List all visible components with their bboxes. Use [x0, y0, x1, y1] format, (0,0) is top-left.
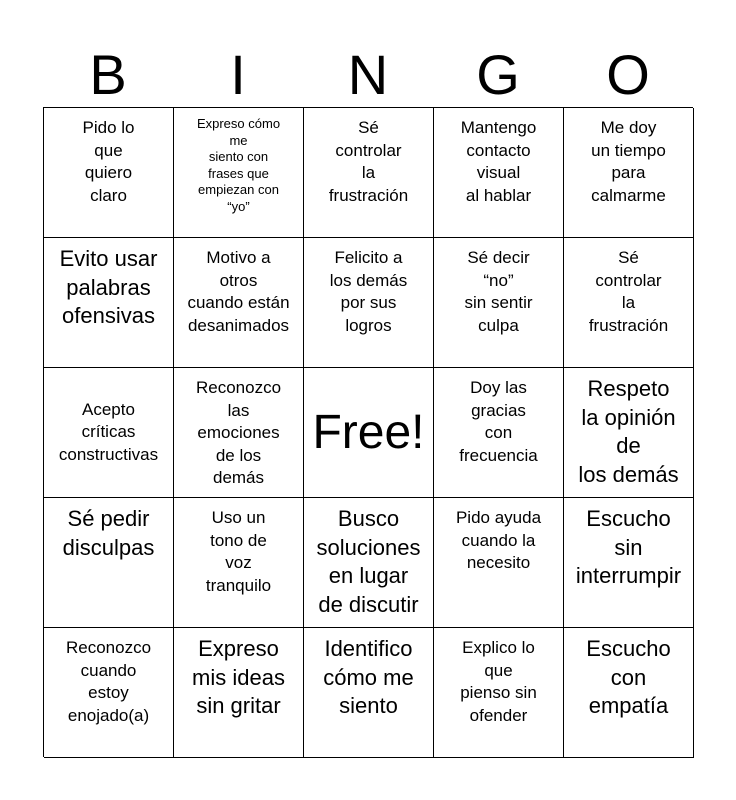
header-letter-i: I: [230, 43, 246, 106]
bingo-cell-r2c2[interactable]: [174, 238, 304, 368]
bingo-cell-r1c4[interactable]: [434, 108, 564, 238]
bingo-cell-text: Mantengo contacto visual al hablar: [460, 118, 537, 205]
bingo-cell-r2c4[interactable]: [434, 238, 564, 368]
header-letter-b: B: [89, 43, 127, 106]
bingo-cell-r5c3[interactable]: [304, 628, 434, 758]
bingo-cell-r2c1[interactable]: [44, 238, 174, 368]
bingo-cell-text: Sé decir “no” sin sentir culpa: [464, 248, 533, 335]
bingo-cell-r3c2[interactable]: [174, 368, 304, 498]
bingo-cell-text: Reconozco las emociones de los demás: [195, 378, 282, 487]
bingo-cell-text: Uso un tono de voz tranquilo: [205, 508, 272, 595]
bingo-cell-r3c1[interactable]: [44, 368, 174, 498]
bingo-cell-text: Escucho sin interrumpir: [575, 506, 682, 588]
bingo-cell-r3c5[interactable]: [564, 368, 694, 498]
bingo-cell-r4c1[interactable]: [44, 498, 174, 628]
bingo-cell-r5c4[interactable]: [434, 628, 564, 758]
bingo-cell-r2c5[interactable]: [564, 238, 694, 368]
bingo-cell-text: Motivo a otros cuando están desanimados: [187, 248, 290, 335]
bingo-cell-r4c3[interactable]: [304, 498, 434, 628]
bingo-cell-r4c2[interactable]: [174, 498, 304, 628]
bingo-cell-text: Sé controlar la frustración: [328, 118, 409, 205]
bingo-cell-r1c3[interactable]: [304, 108, 434, 238]
bingo-cell-text: Reconozco cuando estoy enojado(a): [65, 638, 152, 725]
bingo-cell-r5c1[interactable]: [44, 628, 174, 758]
bingo-cell-text: Pido ayuda cuando la necesito: [455, 508, 542, 572]
bingo-cell-text: Pido lo que quiero claro: [82, 118, 135, 205]
bingo-cell-text: Sé pedir disculpas: [62, 506, 155, 560]
bingo-cell-text: Sé controlar la frustración: [588, 248, 669, 335]
bingo-cell-r5c2[interactable]: [174, 628, 304, 758]
bingo-cell-r2c3[interactable]: [304, 238, 434, 368]
bingo-cell-text: Explico lo que pienso sin ofender: [460, 638, 537, 725]
bingo-cell-text: Busco soluciones en lugar de discutir: [316, 506, 421, 617]
bingo-cell-text: Expreso cómo me siento con frases que empiezan con “yo”: [196, 116, 281, 214]
bingo-cell-text: Acepto críticas constructivas: [58, 399, 159, 464]
bingo-cell-text: Felicito a los demás por sus logros: [329, 248, 408, 335]
bingo-cell-r4c4[interactable]: [434, 498, 564, 628]
bingo-cell-r3c4[interactable]: [434, 368, 564, 498]
bingo-cell-text: Evito usar palabras ofensivas: [59, 246, 158, 328]
bingo-cell-text: Escucho con empatía: [586, 636, 671, 718]
bingo-cell-text: Doy las gracias con frecuencia: [459, 378, 538, 465]
bingo-header: [43, 44, 693, 106]
bingo-cell-text: Me doy un tiempo para calmarme: [591, 118, 666, 205]
bingo-cell-r4c5[interactable]: [564, 498, 694, 628]
header-letter-o: O: [606, 43, 650, 106]
bingo-cell-text: Expreso mis ideas sin gritar: [192, 636, 285, 718]
bingo-free-space[interactable]: [304, 368, 434, 498]
bingo-cell-text: Identifico cómo me siento: [323, 636, 414, 718]
header-letter-n: N: [347, 43, 389, 106]
bingo-cell-r5c5[interactable]: [564, 628, 694, 758]
bingo-cell-r1c2[interactable]: [174, 108, 304, 238]
header-letter-g: G: [476, 43, 520, 106]
bingo-cell-text: Respeto la opinión de los demás: [578, 376, 679, 487]
free-space-text: Free!: [312, 405, 425, 459]
bingo-cell-r1c5[interactable]: [564, 108, 694, 238]
bingo-cell-r1c1[interactable]: [44, 108, 174, 238]
bingo-card-grid: [43, 107, 693, 757]
